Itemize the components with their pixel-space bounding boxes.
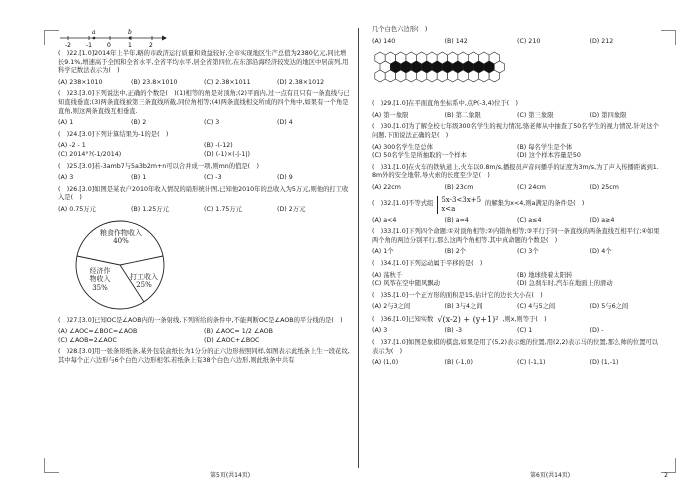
question-32-options [372,217,662,226]
option-b[interactable]: (B) a=4 [444,216,469,224]
question-32 [372,196,662,214]
option-a[interactable]: (A) 第一象限 [372,111,409,119]
option-b[interactable]: (B) 1.25万元 [131,205,169,213]
option-a[interactable]: (A) 荡秋千 [372,271,403,279]
question-28-tail: 几个白色六边形( ) [372,26,428,33]
question-31: ( )31.[1.0]在火车的铁轨道上,火车以0.8m/s,播报员声音问播乎的证度为3m/s,为了声入传播距离到1.8m外的安全地带,导火索的长度至少是( ) [372,163,659,180]
q36-expression: √(x-2) + (y+1)² [437,314,499,324]
question-27-options [58,328,350,345]
income-pie-chart [64,219,350,311]
crop-mark-top-right [661,30,676,45]
question-36 [372,316,662,325]
option-c[interactable]: (C) 2014°?(-1/2014) [58,150,122,158]
option-c[interactable]: (C) 3 [204,119,220,127]
option-b[interactable]: (B) -3 [444,327,463,335]
white-hexagon [437,70,447,82]
option-b[interactable]: (B) (-1,0) [444,359,473,367]
question-37: ( )37.[1.0]如图是象棋的棋盘,如果是用了(5,2)表示炮的位置,用(2,2)表示马的位置,那么帅的位置可以表示为( ) [372,339,659,355]
question-26: ( )26.[3.0]如图是某农户2010年收入情况的扇形统计图,已知他2010年的总收入为5万元,则他的打工收入是( ) [58,185,349,202]
right-column [372,26,662,371]
hexagon-strip-figure [372,50,662,96]
option-d[interactable]: (D) 25cm [589,183,619,191]
work-pct: 25% [136,281,152,289]
option-d[interactable]: (D) a≥4 [589,216,615,224]
option-d[interactable]: (D) 212 [589,37,614,45]
white-hexagon [396,70,406,82]
option-c[interactable]: (C) (-1,1) [517,359,546,367]
option-a[interactable]: (A) 1 [58,119,74,127]
option-a[interactable]: (A) 22cm [372,183,401,191]
white-hexagon [427,70,437,82]
grain-label: 粮食作物收入 [100,228,142,237]
option-b[interactable]: (B) 2个 [444,248,467,256]
number-line-tick-label: 1 [128,42,132,48]
question-34: ( )34.[1.0]下列运动属于平移的是( ) [372,259,483,267]
crop-mark-bottom-left [44,458,59,473]
pie-label-cash [80,267,120,293]
question-33: ( )33.[1.0]下列四个命题:①对顶角相等;②内错角相等;③平行于同一条直线的两条直线互相平行;④如果两个角的两边分别平行,那么这两个角相等.其中真命题的个数是( ) [372,228,660,244]
question-25-options [58,174,350,183]
point-b-label: b [128,29,132,36]
question-28: ( )28.[3.0]用一张条形纸条,某外包装盒纸长为1分分的正六边形按照同样,如图表示此纸条上生一段花纹,其中每个正六边形与6个白色六边形相邻,若纸条上有38个白色六边形,则此纸条中共有 [58,348,350,364]
question-30: ( )30.[1.0]为了解全校七年级300名学生的视力情况,骆老师从中抽查了50名学生的视力情况.针对这个问题,下面说法正确的是( ) [372,123,659,139]
question-35: ( )35.[1.0]一个正方形的面积是15,估计它的边长大小在( ) [372,291,543,299]
question-36-options [372,327,662,336]
option-b[interactable]: (B) -(-12) [204,142,233,150]
cash-pct: 35% [92,283,108,292]
option-a[interactable]: (A) 238×1010 [58,78,103,86]
inequality-system [437,196,481,214]
number-line-svg [58,26,168,48]
option-c[interactable]: (C) ∠AOB=2∠AOC [58,336,117,344]
point-a-label: a [92,29,96,36]
option-a[interactable]: (A) 2与3之间 [372,303,411,311]
option-b[interactable]: (B) 地球绕着太阳转 [517,271,573,279]
side-page-number: 2 [664,472,668,479]
question-31-options [372,184,662,193]
option-d[interactable]: (D) (1,-1) [589,359,619,367]
option-a[interactable]: (A) ∠AOC=∠BOC=∠AOB [58,328,138,336]
option-a[interactable]: (A) 3 [58,174,74,182]
question-35-options [372,303,662,312]
white-hexagon [375,70,385,82]
option-d[interactable]: (D) 急刹车时,汽车在地面上的滑动 [517,280,613,288]
number-line-figure [58,26,350,48]
option-d[interactable]: (D) 这个样本容量是50 [517,152,581,160]
option-b[interactable]: (B) 2 [131,119,147,127]
option-a[interactable]: (A) 3 [372,327,388,335]
question-25: ( )25.[3.0]若-3amb7与5a3b2m+n可以合并成一项,则mn的值是( ) [58,162,259,170]
number-line-tick-label: -1 [86,42,92,48]
question-24-options [58,142,350,159]
option-b[interactable]: (B) 3与4之间 [444,303,483,311]
option-a[interactable]: (A) -2 - 1 [58,142,86,150]
question-34-options [372,272,662,289]
inequality-1: 5x-3<3x+5 [441,195,482,204]
white-hexagon [489,70,499,82]
white-hexagon [448,70,458,82]
hexagon-strip-svg [372,50,512,94]
option-d[interactable]: (D) ∠AOC+∠BOC [204,336,260,344]
white-hexagon [468,70,478,82]
option-d[interactable]: (D) 第四象限 [589,111,627,119]
grain-pct: 40% [113,237,129,245]
option-c[interactable]: (C) 3个 [517,248,539,256]
option-c[interactable]: (C) 第三象限 [517,111,554,119]
crop-mark-bottom-right [661,458,676,473]
page-footer-left: 第5页(共14页) [210,472,251,479]
option-b[interactable]: (B) 每名学生是个体 [517,143,573,151]
crop-mark-top-left [44,30,59,45]
option-c[interactable]: (C) -3 [204,174,222,182]
option-b[interactable]: (B) 1 [131,174,147,182]
option-a[interactable]: (A) 300名学生是总体 [372,143,434,151]
inequality-2: x<a [441,204,456,213]
option-b[interactable]: (B) 23cm [444,183,474,191]
question-22-options [58,79,350,88]
white-hexagon [458,70,468,82]
option-d[interactable]: (D) 4个 [589,248,612,256]
pie-label-grain [86,229,156,246]
question-33-options [372,248,662,257]
option-b[interactable]: (B) ∠AOC= 1/2 ∠AOB [204,328,273,336]
option-c[interactable]: (C) 50名学生是所抽取的一个样本 [372,152,467,160]
white-hexagon [479,70,489,82]
option-a[interactable]: (A) 1个 [372,248,394,256]
q36-prefix: ( )36.[1.0]已知实数 [372,315,434,323]
question-24: ( )24.[3.0]下列计算结果为-1的是( ) [58,130,169,138]
question-29: ( )29.[1.0]在平面直角坐标系中,点P(-3,4)位于( ) [372,100,518,108]
question-28-options [372,38,662,47]
option-d[interactable]: (D) - [589,327,604,335]
page-footer-right: 第6页(共14页) [530,472,571,479]
option-b[interactable]: (B) 142 [444,37,468,45]
q36-suffix: ,则x,则等于( ) [502,315,547,323]
number-line-tick-label: -2 [65,42,71,48]
white-hexagon [416,70,426,82]
number-line-tick-label: 0 [107,42,111,48]
option-c[interactable]: (C) 2.38×1011 [204,78,251,86]
number-line-tick-label: 2 [149,42,153,48]
question-37-options [372,359,662,368]
option-c[interactable]: (C) 1.75万元 [204,205,242,213]
white-hexagon [385,70,395,82]
q32-suffix: 的解集为x<4,则a满足的条件是( ) [485,200,585,208]
option-a[interactable]: (A) 140 [372,37,396,45]
option-a[interactable]: (A) 0.75万元 [58,205,96,213]
option-c[interactable]: (C) 210 [517,37,541,45]
question-29-options [372,112,662,121]
option-c[interactable]: (C) 风筝在空中随风飘动 [372,280,440,288]
question-27: ( )27.[3.0]已知OC是∠AOB内的一条射线,下列所给的条件中,不能判断OC是∠AOB的平分线的是( ) [58,316,343,324]
question-23-options [58,119,350,128]
column-divider [358,28,359,468]
white-hexagon [406,70,416,82]
cash-label-2: 物收入 [89,275,111,283]
option-a[interactable]: (A) a<4 [372,216,397,224]
option-d[interactable]: (D) 4 [277,119,293,127]
option-b[interactable]: (B) 第二象限 [444,111,481,119]
question-26-options [58,206,350,215]
pie-label-work [124,273,164,290]
option-d[interactable]: (D) 9 [277,174,293,182]
question-23: ( )23.[3.0]下列说法中,正确的个数是( )(1)相等的角是对顶角;(2)平面内,过一点有且只有一条直线与已知直线垂直;(3)两条直线被第三条直线所截,同位角相等;(4)两条直线相交所成的四个角中,如果有一个角是直角,则这两条直线互相垂直. [58,90,350,115]
q32-prefix: ( )32.[1.0]不等式组 [372,200,434,208]
option-a[interactable]: (A) (1,0) [372,359,399,367]
option-c[interactable]: (C) 24cm [517,183,546,191]
option-c[interactable]: (C) 4与5之间 [517,303,556,311]
work-label: 打工收入 [130,272,158,281]
cash-label: 经济作 [89,266,111,275]
option-c[interactable]: (C) a≤4 [517,216,542,224]
option-d[interactable]: (D) 2.38×1012 [277,78,325,86]
option-c[interactable]: (C) 1 [517,327,533,335]
option-d[interactable]: (D) 5与6之间 [589,303,629,311]
option-d[interactable]: (D) 2万元 [277,205,306,213]
left-column [58,26,350,368]
question-30-options [372,144,662,161]
question-22: ( )22.[1.0]2014年上半年,略的市政济运行质量和效益较好,全市实现地区生产总值为2380亿元,同比增长9.1%,增速高于全国和全省水平,全省平均水平,居全省第四位,在东部沿海经济较发达的地区中居前列,用科学记数法表示为( ) [58,50,349,75]
option-d[interactable]: (D) (-1)×(-|-1|) [204,150,250,158]
option-b[interactable]: (B) 23.8×1010 [131,78,178,86]
